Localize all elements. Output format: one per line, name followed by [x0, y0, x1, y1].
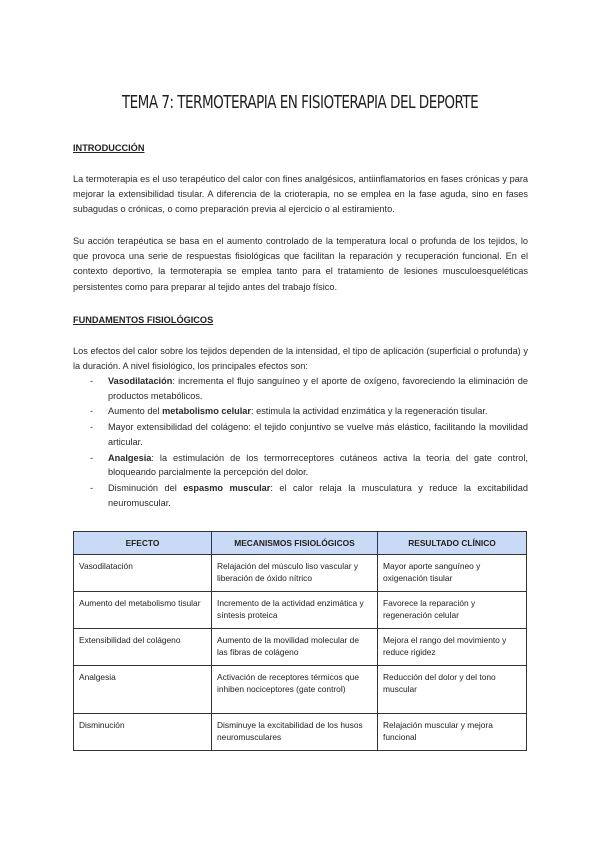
table-cell: Aumento de la movilidad molecular de las fibras de colágeno: [212, 629, 378, 666]
section-heading-introduccion: INTRODUCCIÓN: [73, 143, 145, 153]
bullet-dash: -: [90, 422, 94, 433]
table-cell: Reducción del dolor y del tono muscular: [378, 666, 527, 714]
intro-paragraph-2: Su acción terapéutica se basa en el aumento controlado de la temperatura local o profunda de los tejidos, lo que provoca una serie de respuestas fisiológicas que facilitan la reparación y recuperación funcional. En el contexto deportivo, la termoterapia se emplea tanto para el tratamiento de lesiones musculoesqueléticas persistentes como para preparar al tejido antes del trabajo físico.: [73, 236, 528, 292]
table-cell: Incremento de la actividad enzimática y síntesis proteica: [212, 592, 378, 629]
effects-list: [73, 374, 528, 512]
table-cell: Favorece la reparación y regeneración celular: [378, 592, 527, 629]
list-item: - Analgesia: la estimulación de los termorreceptores cutáneos activa la teoría del gate control, bloqueando parcialmente la percepción del dolor.: [90, 452, 528, 478]
bullet-dash: -: [90, 452, 94, 463]
table-header-row: [74, 532, 527, 555]
bullet-dash: -: [90, 406, 94, 417]
list-item: - Mayor extensibilidad del colágeno: el tejido conjuntivo se vuelve más elástico, facilitando la movilidad articular.: [90, 422, 528, 447]
table-cell: Disminución: [74, 714, 212, 751]
table-cell: Aumento del metabolismo tisular: [74, 592, 212, 629]
list-item: - Disminución del espasmo muscular: el calor relaja la musculatura y reduce la excitabilidad neuromuscular.: [90, 483, 528, 508]
item-bold-term: metabolismo celular: [162, 406, 251, 417]
table-row: [74, 714, 527, 751]
table-header-mecanismos: MECANISMOS FISIOLÓGICOS: [212, 532, 378, 555]
table-cell: Relajación del músculo liso vascular y liberación de óxido nítrico: [212, 555, 378, 592]
item-bold-term: espasmo muscular: [183, 483, 271, 494]
table-cell: Relajación muscular y mejora funcional: [378, 714, 527, 751]
table-cell: Mayor aporte sanguíneo y oxigenación tisular: [378, 555, 527, 592]
intro-paragraph-1: La termoterapia es el uso terapéutico del calor con fines analgésicos, antiinflamatorios en fases crónicas y para mejorar la extensibilidad tisular. A diferencia de la crioterapia, no se emplea en la fase aguda, sino en fases subagudas o crónicas, o como preparación previa al ejercicio o al estiramiento.: [73, 174, 528, 215]
fundamentos-paragraph: Los efectos del calor sobre los tejidos dependen de la intensidad, el tipo de aplicación (superficial o profunda) y la duración. A nivel fisiológico, los principales efectos son:: [73, 346, 528, 372]
page-title: TEMA 7: TERMOTERAPIA EN FISIOTERAPIA DEL DEPORTE: [121, 93, 479, 113]
bullet-dash: -: [90, 483, 94, 494]
item-bold-term: Analgesia: [108, 452, 152, 463]
table-row: [74, 555, 527, 592]
list-item: - Vasodilatación: incrementa el flujo sanguíneo y el aporte de oxígeno, favoreciendo la eliminación de productos metabólicos.: [90, 376, 528, 401]
table-cell: Activación de receptores térmicos que inhiben nociceptores (gate control): [212, 666, 378, 714]
table-cell: Extensibilidad del colágeno: [74, 629, 212, 666]
table-row: [74, 592, 527, 629]
list-item: - Aumento del metabolismo celular: estimula la actividad enzimática y la regeneración tisular.: [73, 404, 528, 419]
table-header-efecto: EFECTO: [74, 532, 212, 555]
table-cell: Vasodilatación: [74, 555, 212, 592]
table-cell: Mejora el rango del movimiento y reduce rigidez: [378, 629, 527, 666]
section-heading-fundamentos: FUNDAMENTOS FISIOLÓGICOS: [73, 315, 214, 325]
table-cell: Disminuye la excitabilidad de los husos neuromusculares: [212, 714, 378, 751]
item-bold-term: Vasodilatación: [108, 376, 173, 386]
table-row: [74, 666, 527, 714]
effects-table: [73, 531, 527, 751]
table-cell: Analgesia: [74, 666, 212, 714]
table-header-resultado: RESULTADO CLÍNICO: [378, 532, 527, 555]
bullet-dash: -: [90, 376, 94, 386]
table-row: [74, 629, 527, 666]
